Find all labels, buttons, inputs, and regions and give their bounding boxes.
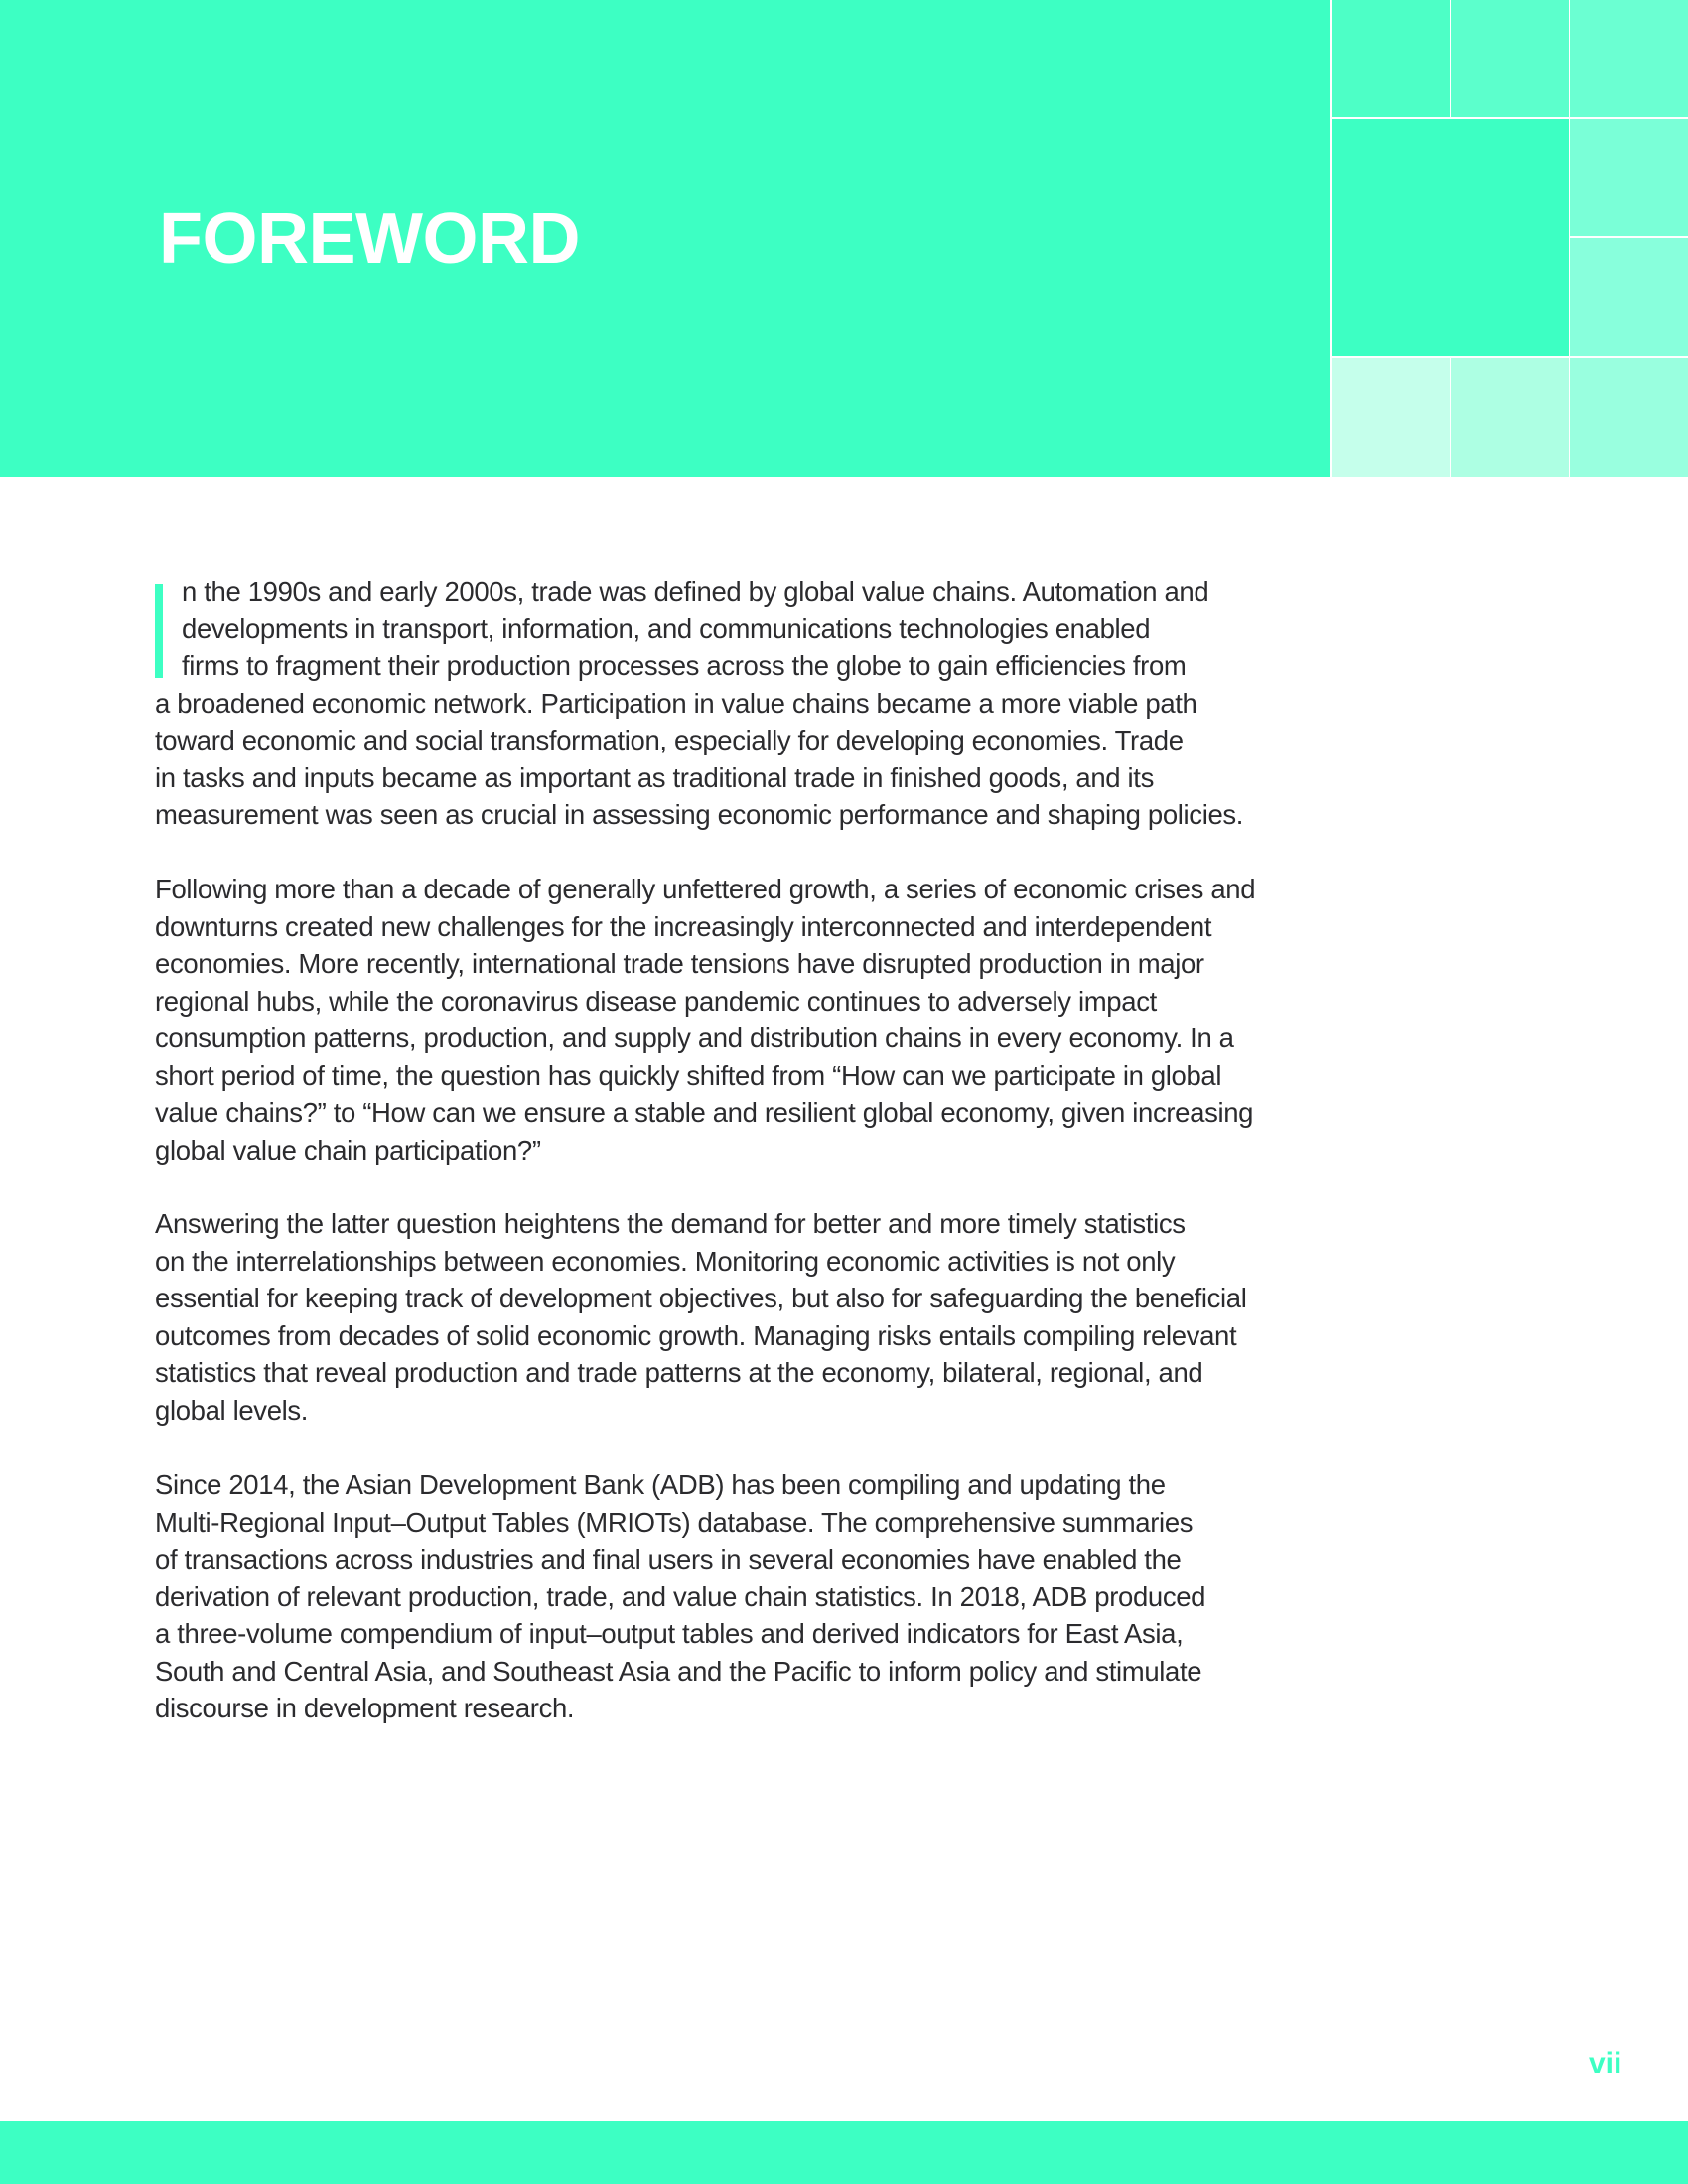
paragraph-line: downturns created new challenges for the increasingly interconnected and interdependent xyxy=(155,910,1212,942)
tile-top-3 xyxy=(1570,0,1688,117)
paragraph-line: of transactions across industries and final users in several economies have enabled the xyxy=(155,1544,1182,1574)
paragraph-line: discourse in development research. xyxy=(155,1693,575,1723)
tile-top-1 xyxy=(1332,0,1450,117)
paragraph-line: toward economic and social transformation, especially for developing economies. Trade xyxy=(155,725,1184,755)
paragraph-line: global levels. xyxy=(155,1394,309,1426)
paragraph-3 xyxy=(155,1205,1346,1429)
paragraph-line: a broadened economic network. Participation in value chains became a more viable path xyxy=(155,687,1197,719)
paragraph-line: in tasks and inputs became as important as traditional trade in finished goods, and its xyxy=(155,761,1154,793)
tile-bottom-2 xyxy=(1451,358,1569,477)
paragraph-line: short period of time, the question has quickly shifted from “How can we participate in global xyxy=(155,1059,1222,1091)
page-number: vii xyxy=(1589,2047,1622,2080)
header-band xyxy=(0,0,1330,477)
paragraph-line: statistics that reveal production and trade patterns at the economy, bilateral, regional, and xyxy=(155,1357,1203,1388)
tile-large xyxy=(1332,119,1569,356)
paragraph-line: Since 2014, the Asian Development Bank (ADB) has been compiling and updating the xyxy=(155,1469,1166,1500)
paragraph-line: outcomes from decades of solid economic growth. Managing risks entails compiling relevant xyxy=(155,1319,1237,1351)
tile-mid-right-2 xyxy=(1570,238,1688,356)
paragraph-line: global value chain participation?” xyxy=(155,1134,541,1165)
paragraph-line: consumption patterns, production, and supply and distribution chains in every economy. In a xyxy=(155,1023,1234,1053)
paragraph-4 xyxy=(155,1466,1346,1727)
paragraph-line: South and Central Asia, and Southeast Asia and the Pacific to inform policy and stimulate xyxy=(155,1655,1202,1687)
paragraph-line: on the interrelationships between economies. Monitoring economic activities is not only xyxy=(155,1245,1176,1277)
footer-band xyxy=(0,2121,1688,2184)
tile-bottom-3 xyxy=(1570,358,1688,477)
paragraph-line: derivation of relevant production, trade, and value chain statistics. In 2018, ADB produced xyxy=(155,1580,1206,1612)
paragraph-line: regional hubs, while the coronavirus disease pandemic continues to adversely impact xyxy=(155,985,1157,1017)
page-title: FOREWORD xyxy=(159,200,580,279)
paragraph-line: essential for keeping track of development objectives, but also for safeguarding the beneficial xyxy=(155,1283,1247,1313)
paragraph-line: Answering the latter question heightens the demand for better and more timely statistics xyxy=(155,1208,1186,1239)
tile-mid-right-1 xyxy=(1570,119,1688,236)
paragraph-2 xyxy=(155,871,1346,1168)
paragraph-line: n the 1990s and early 2000s, trade was defined by global value chains. Automation and xyxy=(182,576,1209,607)
paragraph-line: economies. More recently, international trade tensions have disrupted production in major xyxy=(155,948,1204,979)
paragraph-1 xyxy=(155,573,1346,834)
paragraph-line: Following more than a decade of generally unfettered growth, a series of economic crises and xyxy=(155,874,1256,904)
tile-top-2 xyxy=(1451,0,1569,117)
paragraph-line: developments in transport, information, and communications technologies enabled xyxy=(182,613,1151,644)
tile-bottom-1 xyxy=(1332,358,1450,477)
paragraph-line: a three-volume compendium of input–output tables and derived indicators for East Asia, xyxy=(155,1618,1184,1649)
paragraph-line: Multi-Regional Input–Output Tables (MRIOTs) database. The comprehensive summaries xyxy=(155,1506,1194,1538)
paragraph-line: value chains?” to “How can we ensure a stable and resilient global economy, given increasing xyxy=(155,1097,1254,1128)
paragraph-line: firms to fragment their production processes across the globe to gain efficiencies from xyxy=(182,650,1187,681)
paragraph-line: measurement was seen as crucial in assessing economic performance and shaping policies. xyxy=(155,799,1244,830)
